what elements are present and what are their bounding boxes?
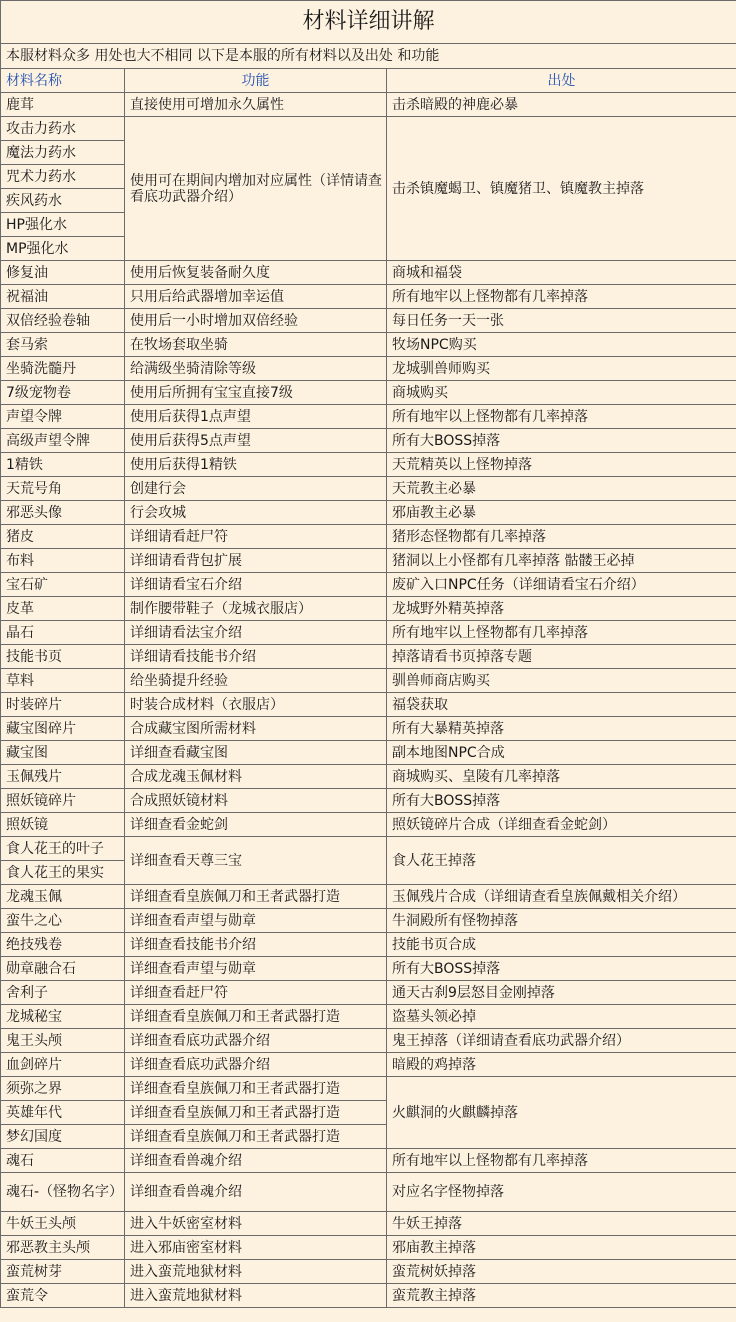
cell-source: 天荒教主必暴 (387, 477, 736, 501)
table-row (1, 429, 736, 453)
table-row (1, 357, 736, 381)
cell-function: 详细查看赶尸符 (125, 981, 387, 1005)
cell-source: 蛮荒树妖掉落 (387, 1260, 736, 1284)
cell-function: 进入邪庙密室材料 (125, 1236, 387, 1260)
cell-function: 制作腰带鞋子（龙城衣服店） (125, 597, 387, 621)
cell-source: 所有大暴精英掉落 (387, 717, 736, 741)
cell-source: 技能书页合成 (387, 933, 736, 957)
cell-name: 藏宝图碎片 (1, 717, 125, 741)
cell-name: 坐骑洗髓丹 (1, 357, 125, 381)
header-name: 材料名称 (1, 69, 125, 93)
cell-source: 驯兽师商店购买 (387, 669, 736, 693)
cell-function: 使用后获得5点声望 (125, 429, 387, 453)
cell-function: 详细查看兽魂介绍 (125, 1173, 387, 1212)
cell-source: 牧场NPC购买 (387, 333, 736, 357)
table-row (1, 597, 736, 621)
table-row (1, 501, 736, 525)
cell-source: 邪庙教主掉落 (387, 1236, 736, 1260)
cell-name: 藏宝图 (1, 741, 125, 765)
cell-function: 使用后所拥有宝宝直接7级 (125, 381, 387, 405)
cell-function: 只用后给武器增加幸运值 (125, 285, 387, 309)
table-row (1, 645, 736, 669)
cell-source: 通天古刹9层怒目金刚掉落 (387, 981, 736, 1005)
cell-function: 详细查看皇族佩刀和王者武器打造 (125, 1101, 387, 1125)
table-row (1, 981, 736, 1005)
cell-name: 邪恶教主头颅 (1, 1236, 125, 1260)
cell-function: 详细查看声望与勋章 (125, 957, 387, 981)
cell-name: 1精铁 (1, 453, 125, 477)
table-row (1, 405, 736, 429)
cell-name: MP强化水 (1, 237, 125, 261)
header-source: 出处 (387, 69, 736, 93)
cell-function: 时装合成材料（衣服店） (125, 693, 387, 717)
cell-name: 7级宠物卷 (1, 381, 125, 405)
table-row (1, 261, 736, 285)
table-row (1, 741, 736, 765)
cell-source: 盗墓头领必掉 (387, 1005, 736, 1029)
header-row (1, 69, 736, 93)
cell-source: 照妖镜碎片合成（详细查看金蛇剑） (387, 813, 736, 837)
cell-function: 详细查看声望与勋章 (125, 909, 387, 933)
cell-name: 舍利子 (1, 981, 125, 1005)
cell-function: 使用后获得1点声望 (125, 405, 387, 429)
cell-source: 所有大BOSS掉落 (387, 957, 736, 981)
intro-text: 本服材料众多 用处也大不相同 以下是本服的所有材料以及出处 和功能 (1, 44, 736, 69)
cell-source: 食人花王掉落 (387, 837, 736, 885)
table-row (1, 573, 736, 597)
cell-source: 天荒精英以上怪物掉落 (387, 453, 736, 477)
cell-name: 英雄年代 (1, 1101, 125, 1125)
cell-name: 照妖镜 (1, 813, 125, 837)
cell-name: 血剑碎片 (1, 1053, 125, 1077)
cell-function: 详细查看技能书介绍 (125, 933, 387, 957)
header-function: 功能 (125, 69, 387, 93)
cell-name: 声望令牌 (1, 405, 125, 429)
table-row (1, 837, 736, 861)
cell-name: 鬼王头颅 (1, 1029, 125, 1053)
table-row (1, 765, 736, 789)
cell-name: 宝石矿 (1, 573, 125, 597)
cell-source: 猪形态怪物都有几率掉落 (387, 525, 736, 549)
cell-name: 草料 (1, 669, 125, 693)
table-row (1, 1260, 736, 1284)
table-row (1, 717, 736, 741)
cell-function: 在牧场套取坐骑 (125, 333, 387, 357)
table-row (1, 1149, 736, 1173)
cell-function: 使用后一小时增加双倍经验 (125, 309, 387, 333)
cell-name: 蛮牛之心 (1, 909, 125, 933)
table-row (1, 933, 736, 957)
cell-function: 给坐骑提升经验 (125, 669, 387, 693)
table-row (1, 309, 736, 333)
cell-source: 商城购买、皇陵有几率掉落 (387, 765, 736, 789)
cell-source: 邪庙教主必暴 (387, 501, 736, 525)
cell-function: 详细查看底功武器介绍 (125, 1053, 387, 1077)
table-row (1, 453, 736, 477)
cell-function: 创建行会 (125, 477, 387, 501)
cell-source: 掉落请看书页掉落专题 (387, 645, 736, 669)
cell-source: 所有地牢以上怪物都有几率掉落 (387, 285, 736, 309)
cell-name: 魂石 (1, 1149, 125, 1173)
table-row (1, 1236, 736, 1260)
table-row (1, 1077, 736, 1101)
page-title: 材料详细讲解 (1, 1, 736, 44)
cell-name: 绝技残卷 (1, 933, 125, 957)
cell-function: 详细查看底功武器介绍 (125, 1029, 387, 1053)
cell-name: 高级声望令牌 (1, 429, 125, 453)
cell-source: 福袋获取 (387, 693, 736, 717)
cell-name: 鹿茸 (1, 93, 125, 117)
table-row (1, 693, 736, 717)
table-row (1, 1029, 736, 1053)
cell-function: 详细查看金蛇剑 (125, 813, 387, 837)
cell-function: 详细查看兽魂介绍 (125, 1149, 387, 1173)
cell-name: 魔法力药水 (1, 141, 125, 165)
cell-function: 详细查看皇族佩刀和王者武器打造 (125, 1125, 387, 1149)
cell-name: 疾风药水 (1, 189, 125, 213)
cell-name: 攻击力药水 (1, 117, 125, 141)
cell-name: 天荒号角 (1, 477, 125, 501)
cell-source: 所有大BOSS掉落 (387, 429, 736, 453)
cell-function: 详细请看赶尸符 (125, 525, 387, 549)
table-row (1, 333, 736, 357)
cell-source: 商城和福袋 (387, 261, 736, 285)
cell-function: 详细查看天尊三宝 (125, 837, 387, 885)
cell-name: 食人花王的叶子 (1, 837, 125, 861)
cell-name: 魂石-（怪物名字） (1, 1173, 125, 1212)
table-row (1, 1173, 736, 1212)
table-row (1, 1212, 736, 1236)
table-row (1, 1284, 736, 1308)
cell-source: 副本地图NPC合成 (387, 741, 736, 765)
cell-name: 皮革 (1, 597, 125, 621)
cell-function: 详细查看皇族佩刀和王者武器打造 (125, 1005, 387, 1029)
cell-source: 对应名字怪物掉落 (387, 1173, 736, 1212)
cell-source: 每日任务一天一张 (387, 309, 736, 333)
cell-function: 给满级坐骑清除等级 (125, 357, 387, 381)
cell-name: 时装碎片 (1, 693, 125, 717)
cell-function: 使用可在期间内增加对应属性（详情请查看底功武器介绍） (125, 117, 387, 261)
cell-function: 使用后获得1精铁 (125, 453, 387, 477)
cell-source: 所有大BOSS掉落 (387, 789, 736, 813)
cell-name: 勋章融合石 (1, 957, 125, 981)
cell-function: 详细查看皇族佩刀和王者武器打造 (125, 885, 387, 909)
table-row (1, 789, 736, 813)
table-row (1, 477, 736, 501)
cell-name: 龙魂玉佩 (1, 885, 125, 909)
table-row (1, 813, 736, 837)
cell-function: 合成照妖镜材料 (125, 789, 387, 813)
cell-name: 食人花王的果实 (1, 861, 125, 885)
cell-function: 直接使用可增加永久属性 (125, 93, 387, 117)
cell-name: 玉佩残片 (1, 765, 125, 789)
cell-function: 详细请看技能书介绍 (125, 645, 387, 669)
cell-name: 布料 (1, 549, 125, 573)
cell-function: 详细查看藏宝图 (125, 741, 387, 765)
cell-source: 玉佩残片合成（详细请查看皇族佩戴相关介绍） (387, 885, 736, 909)
cell-function: 详细查看皇族佩刀和王者武器打造 (125, 1077, 387, 1101)
cell-source: 牛洞殿所有怪物掉落 (387, 909, 736, 933)
table-row (1, 885, 736, 909)
cell-name: 晶石 (1, 621, 125, 645)
cell-name: 须弥之界 (1, 1077, 125, 1101)
cell-source: 龙城驯兽师购买 (387, 357, 736, 381)
cell-name: 咒术力药水 (1, 165, 125, 189)
cell-function: 进入蛮荒地狱材料 (125, 1260, 387, 1284)
cell-name: 猪皮 (1, 525, 125, 549)
table-row (1, 909, 736, 933)
cell-source: 所有地牢以上怪物都有几率掉落 (387, 1149, 736, 1173)
table-row (1, 381, 736, 405)
cell-source: 鬼王掉落（详细请查看底功武器介绍） (387, 1029, 736, 1053)
cell-function: 详细请看法宝介绍 (125, 621, 387, 645)
cell-source: 所有地牢以上怪物都有几率掉落 (387, 621, 736, 645)
cell-source: 牛妖王掉落 (387, 1212, 736, 1236)
cell-name: 照妖镜碎片 (1, 789, 125, 813)
table-row (1, 621, 736, 645)
cell-source: 商城购买 (387, 381, 736, 405)
table-row (1, 1053, 736, 1077)
cell-name: 蛮荒树芽 (1, 1260, 125, 1284)
cell-name: 邪恶头像 (1, 501, 125, 525)
table-row (1, 957, 736, 981)
cell-source: 火麒洞的火麒麟掉落 (387, 1077, 736, 1149)
cell-name: 蛮荒令 (1, 1284, 125, 1308)
table-row (1, 525, 736, 549)
cell-source: 猪洞以上小怪都有几率掉落 骷髅王必掉 (387, 549, 736, 573)
cell-function: 进入牛妖密室材料 (125, 1212, 387, 1236)
cell-source: 所有地牢以上怪物都有几率掉落 (387, 405, 736, 429)
cell-name: 龙城秘宝 (1, 1005, 125, 1029)
cell-function: 合成龙魂玉佩材料 (125, 765, 387, 789)
cell-name: HP强化水 (1, 213, 125, 237)
cell-source: 击杀镇魔蝎卫、镇魔猪卫、镇魔教主掉落 (387, 117, 736, 261)
cell-source: 击杀暗殿的神鹿必暴 (387, 93, 736, 117)
cell-name: 梦幻国度 (1, 1125, 125, 1149)
cell-function: 详细请看宝石介绍 (125, 573, 387, 597)
table-row (1, 669, 736, 693)
cell-name: 双倍经验卷轴 (1, 309, 125, 333)
cell-name: 修复油 (1, 261, 125, 285)
cell-source: 蛮荒教主掉落 (387, 1284, 736, 1308)
table-row (1, 93, 736, 117)
cell-function: 行会攻城 (125, 501, 387, 525)
cell-function: 合成藏宝图所需材料 (125, 717, 387, 741)
cell-name: 技能书页 (1, 645, 125, 669)
cell-name: 套马索 (1, 333, 125, 357)
table-row (1, 1005, 736, 1029)
table-row (1, 117, 736, 141)
cell-function: 详细请看背包扩展 (125, 549, 387, 573)
cell-function: 进入蛮荒地狱材料 (125, 1284, 387, 1308)
table-row (1, 285, 736, 309)
cell-source: 龙城野外精英掉落 (387, 597, 736, 621)
cell-function: 使用后恢复装备耐久度 (125, 261, 387, 285)
cell-name: 祝福油 (1, 285, 125, 309)
cell-name: 牛妖王头颅 (1, 1212, 125, 1236)
cell-source: 废矿入口NPC任务（详细请看宝石介绍） (387, 573, 736, 597)
table-row (1, 549, 736, 573)
cell-source: 暗殿的鸡掉落 (387, 1053, 736, 1077)
